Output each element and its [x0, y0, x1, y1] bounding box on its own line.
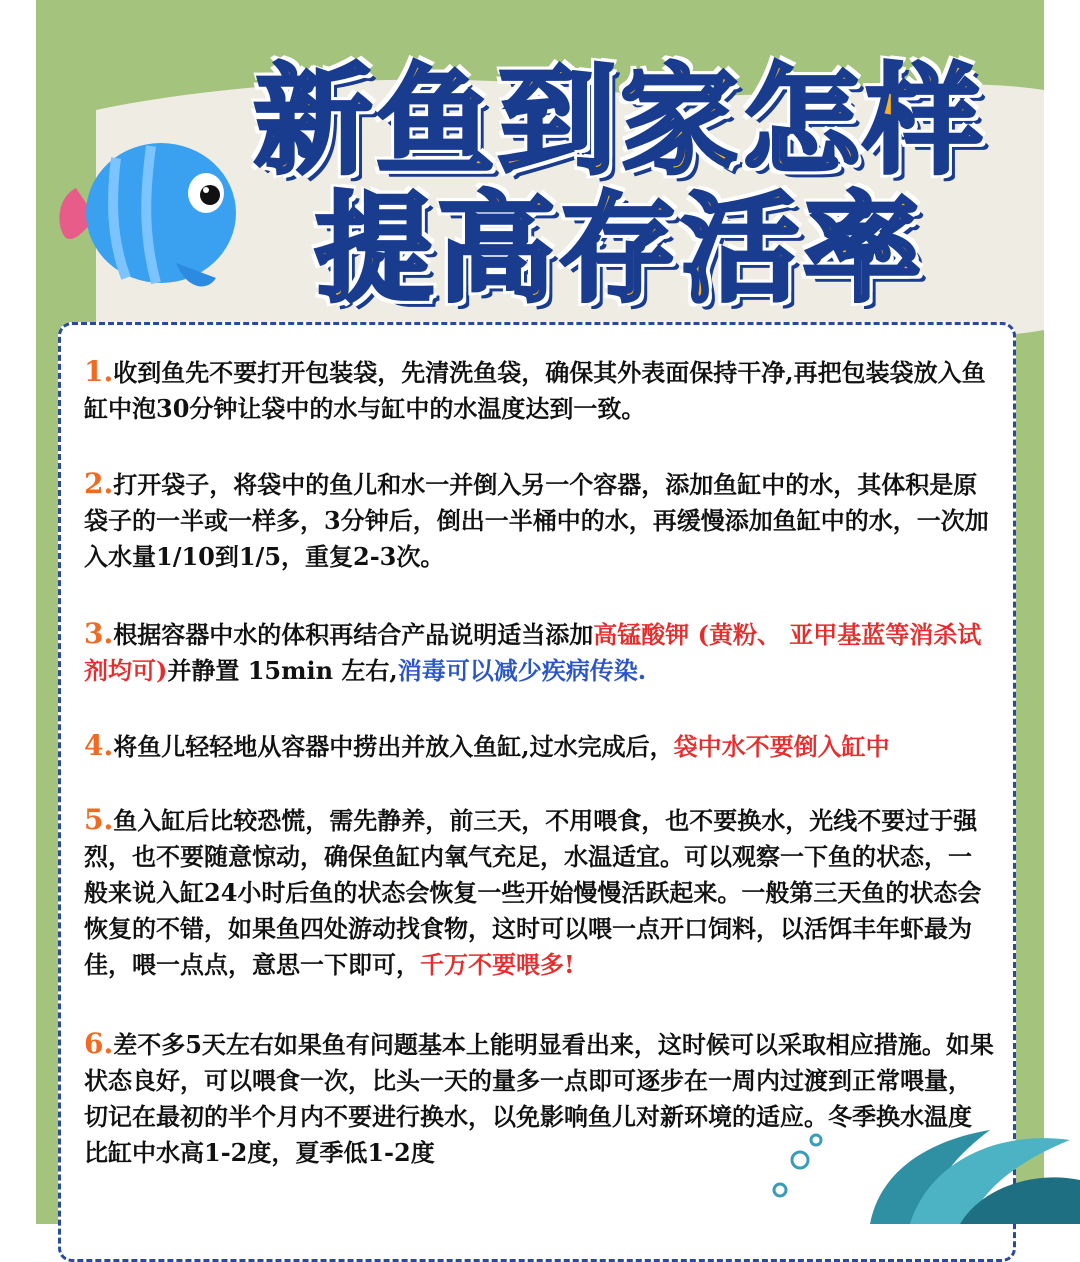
title-line-2: 提高存活率: [314, 180, 925, 318]
bubble-icon: [811, 1135, 821, 1145]
step-number: 6.: [84, 1027, 114, 1060]
step-text: 打开袋子，将袋中的鱼儿和水一并倒入另一个容器，添加鱼缸中的水，其体积是原袋子的一半或一样多，3分钟后，倒出一半桶中的水，再缓慢添加鱼缸中的水，一次加入水量1/10到1/5，重复2-3次。: [84, 470, 989, 571]
highlight-red-text: 高锰酸钾 (黄粉、 亚甲基蓝等消杀试剂均可): [84, 620, 982, 685]
step-number: 4.: [84, 729, 114, 762]
highlight-blue-text: 消毒可以减少疾病传染.: [397, 656, 647, 685]
step-3: [84, 616, 994, 689]
step-text: 将鱼儿轻轻地从容器中捞出并放入鱼缸,过水完成后，: [113, 732, 674, 761]
bubble-icon: [792, 1152, 808, 1168]
step-2: [84, 466, 994, 575]
step-number: 5.: [84, 803, 114, 836]
step-number: 1.: [84, 355, 114, 388]
step-text: 差不多5天左右如果鱼有问题基本上能明显看出来，这时候可以采取相应措施。如果状态良好，可以喂食一次，比头一天的量多一点即可逐步在一周内过渡到正常喂量，切记在最初的半个月内不要进行换水，以免影响鱼儿对新环境的适应。冬季换水温度比缸中水高1-2度，夏季低1-2度: [84, 1030, 994, 1167]
bubble-icon: [774, 1184, 786, 1196]
title-line-1: 新鱼到家怎样: [253, 52, 986, 190]
step-1: [84, 354, 994, 427]
highlight-red-text: 千万不要喂多!: [420, 950, 575, 979]
seaweed-icon: [760, 1100, 1080, 1224]
step-text: 鱼入缸后比较恐慌，需先静养，前三天，不用喂食，也不要换水，光线不要过于强烈，也不要随意惊动，确保鱼缸内氧气充足，水温适宜。可以观察一下鱼的状态，一般来说入缸24小时后鱼的状态会恢复一些开始慢慢活跃起来。一般第三天鱼的状态会恢复的不错，如果鱼四处游动找食物，这时可以喂一点开口饲料，以活饵丰年虾最为佳，喂一点点，意思一下即可，: [84, 806, 982, 979]
step-text: 根据容器中水的体积再结合产品说明适当添加: [113, 620, 594, 649]
step-text: 收到鱼先不要打开包装袋，先清洗鱼袋，确保其外表面保持干净,再把包装袋放入鱼缸中泡30分钟让袋中的水与缸中的水温度达到一致。: [84, 358, 986, 423]
step-number: 2.: [84, 467, 114, 500]
page-title: [230, 40, 1010, 330]
step-number: 3.: [84, 617, 114, 650]
step-4: [84, 728, 994, 765]
step-5: [84, 802, 994, 983]
fish-icon: [56, 118, 246, 308]
highlight-red-text: 袋中水不要倒入缸中: [673, 732, 890, 761]
step-text: 并静置 15min 左右,: [167, 656, 398, 685]
